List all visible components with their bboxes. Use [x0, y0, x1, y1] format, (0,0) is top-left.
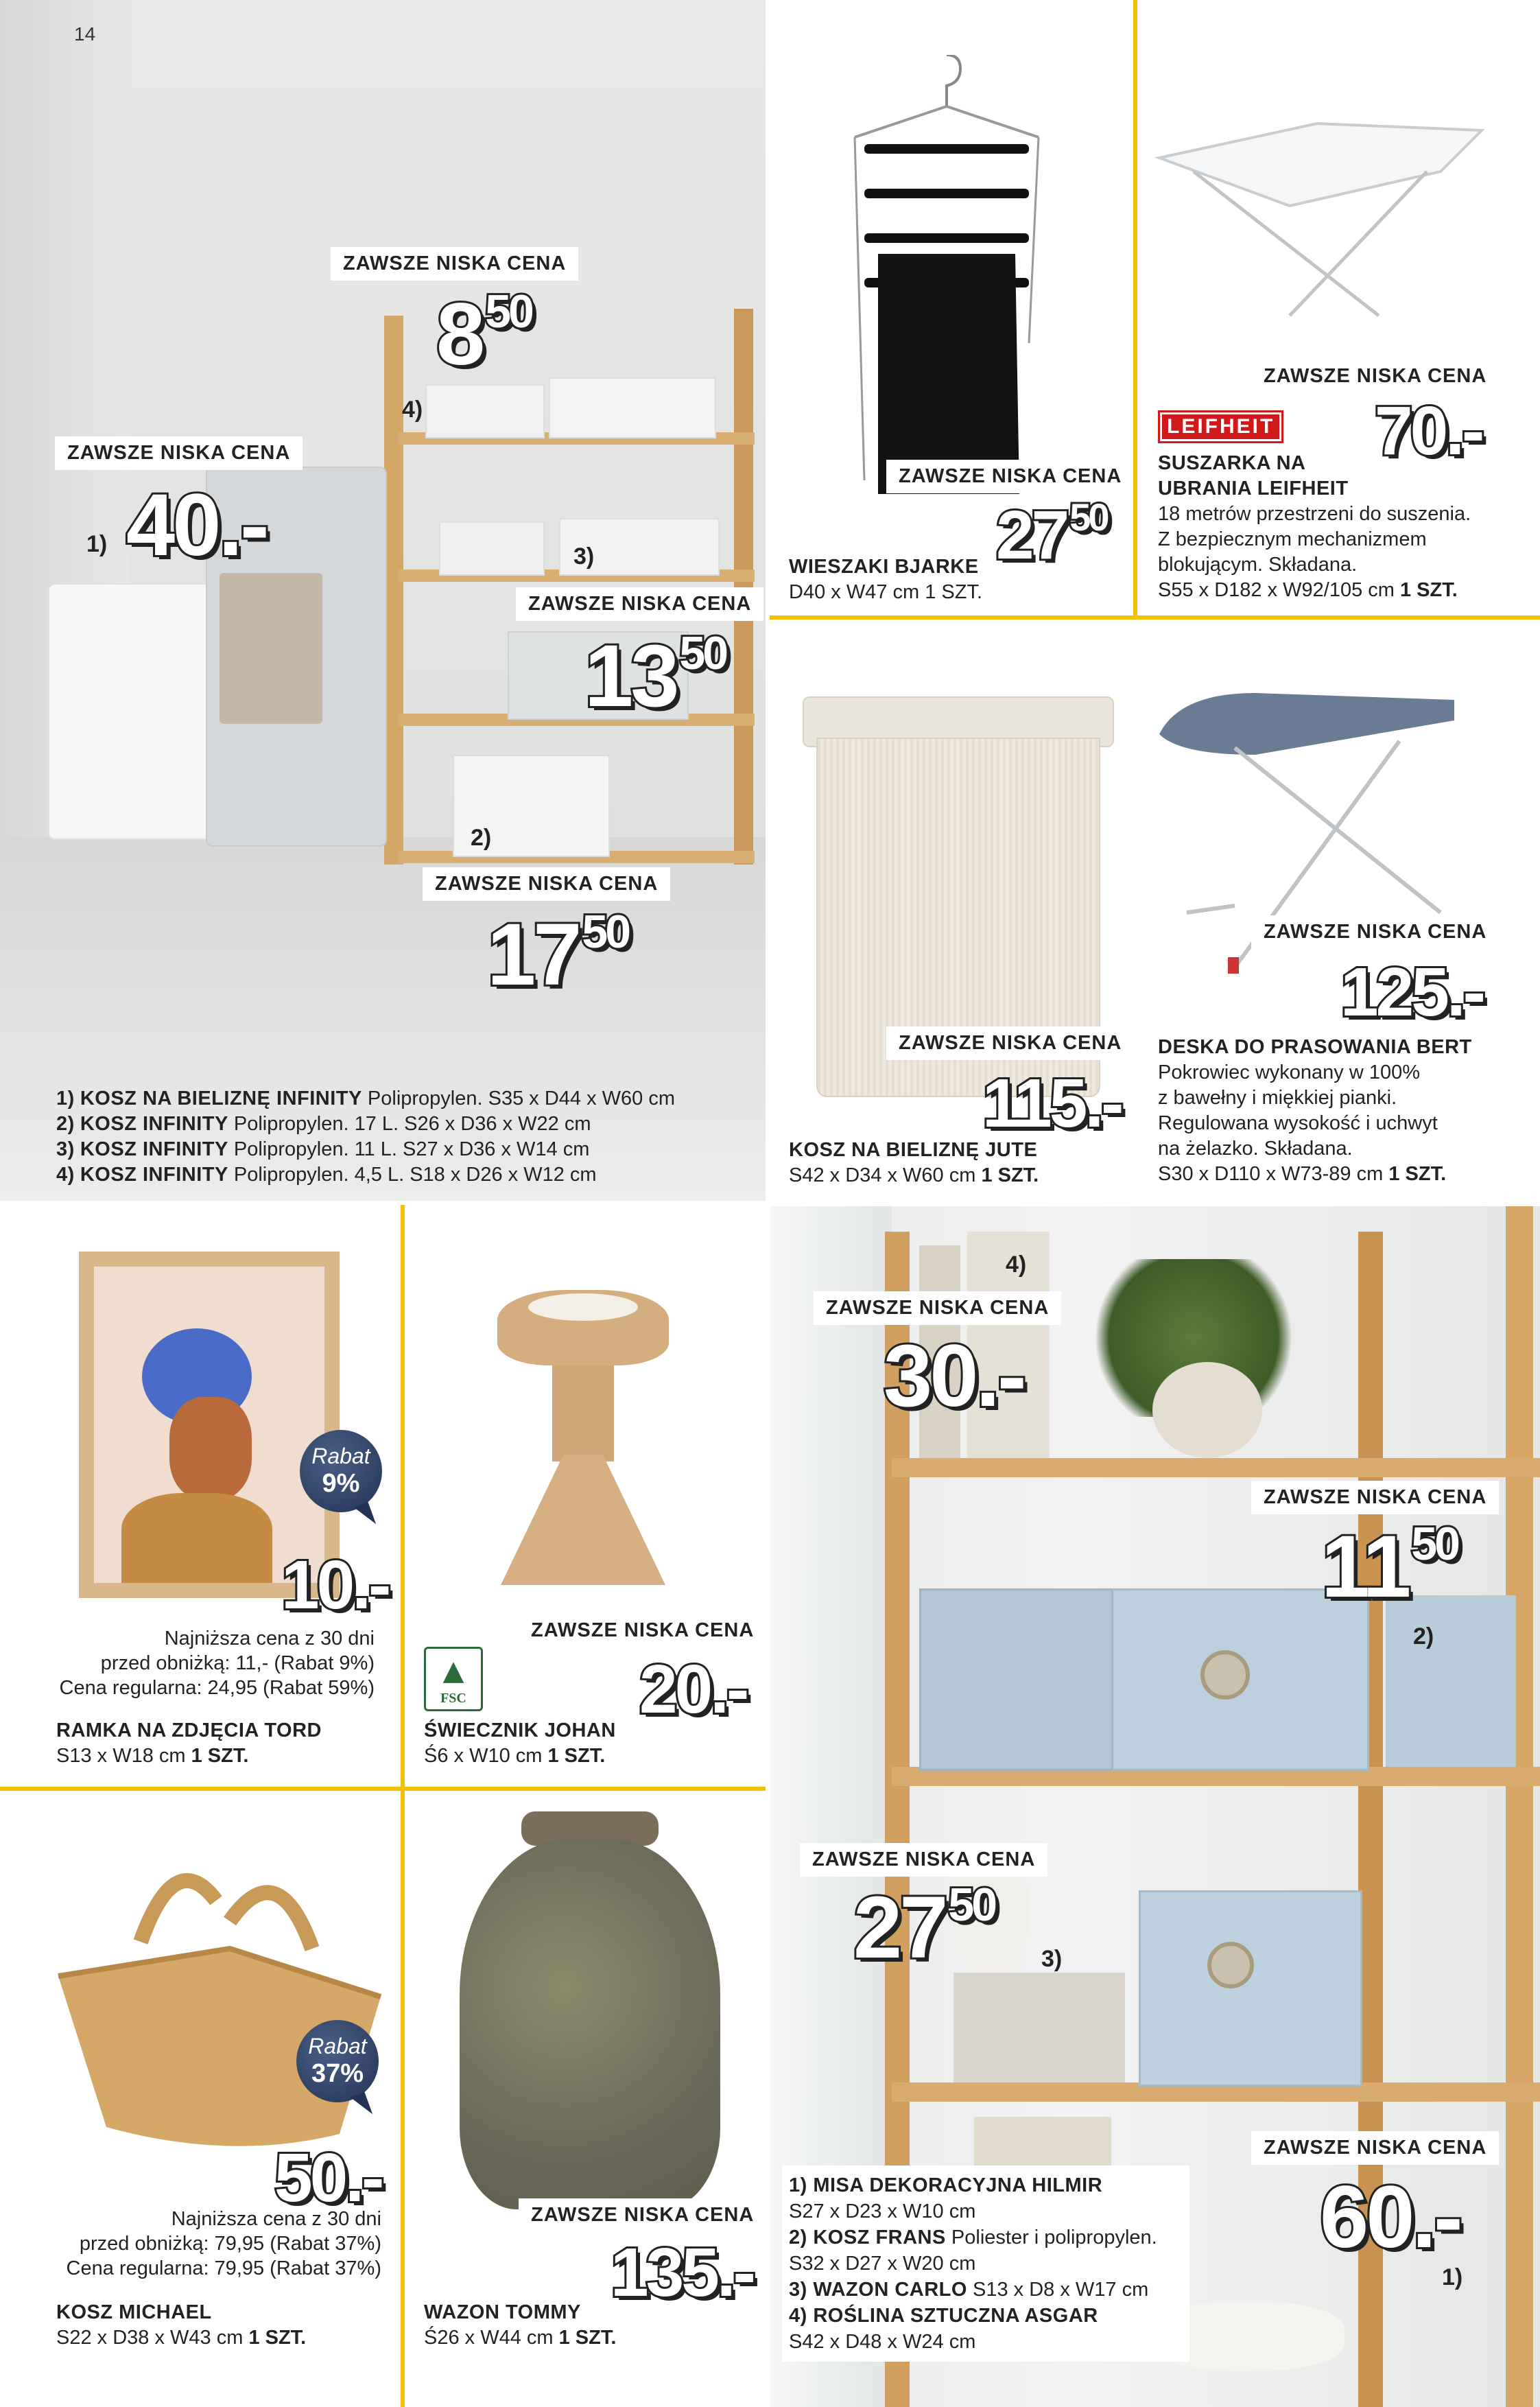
dryer-photo: [1152, 110, 1489, 336]
hangers-photo: [823, 55, 1070, 521]
price-tag-label: ZAWSZE NISKA CENA: [55, 436, 303, 470]
price-tag-label: ZAWSZE NISKA CENA: [886, 1026, 1134, 1060]
candle-holder-photo: [487, 1269, 679, 1592]
laundry-marker-2: 2): [471, 825, 492, 851]
jute-price: 115.-: [982, 1065, 1122, 1142]
price-tag-label: ZAWSZE NISKA CENA: [516, 587, 763, 621]
frame-price: 10.-: [281, 1547, 389, 1623]
divider-horizontal: [768, 615, 1540, 620]
page-number: 14: [74, 23, 96, 45]
divider-white: [766, 0, 770, 2407]
hangers-description: [789, 554, 1063, 605]
laundry-line-4: 4) KOSZ INFINITY Polipropylen. 4,5 L. S18 x D26 x W12 cm: [56, 1164, 597, 1186]
price-tag-label: ZAWSZE NISKA CENA: [1251, 360, 1499, 393]
laundry-line-1: 1) KOSZ NA BIELIZNĘ INFINITY Polipropylen. S35 x D44 x W60 cm: [56, 1088, 675, 1109]
shelf-price-4: 30.-: [884, 1327, 1024, 1425]
laundry-marker-3: 3): [573, 543, 595, 570]
tree-icon: ▲: [442, 1655, 464, 1687]
price-tag-label: ZAWSZE NISKA CENA: [519, 2198, 766, 2232]
price-tag-label: ZAWSZE NISKA CENA: [1251, 2131, 1499, 2165]
basket-price: 50.-: [274, 2139, 382, 2216]
laundry-marker-1: 1): [86, 531, 108, 557]
laundry-price-3: $13^{50}$: [584, 627, 726, 725]
frame-note: Najniższa cena z 30 dni przed obniżką: 11,- (Rabat 9%) Cena regularna: 24,95 (Rabat 59%): [59, 1628, 375, 1699]
basket-note: Najniższa cena z 30 dni przed obniżką: 79,95 (Rabat 37%) Cena regularna: 79,95 (Rabat 37%): [66, 2208, 381, 2279]
basket-photo: [51, 1839, 388, 2161]
price-tag-label: ZAWSZE NISKA CENA: [519, 1614, 766, 1647]
board-description: DESKA DO PRASOWANIA BERT Pokrowiec wykonany w 100% z bawełny i miękkiej pianki. Regulowana wysokość i uchwyt na żelazko. Składana. S30 x D110 x W73-89 cm 1 SZT.: [1158, 1036, 1472, 1185]
laundry-price-1: 40.-: [126, 476, 267, 574]
laundry-marker-4: 4): [402, 397, 423, 423]
jute-description: KOSZ NA BIELIZNĘ JUTE S42 x D34 x W60 cm 1 SZT.: [789, 1139, 1039, 1186]
board-price: 125.-: [1340, 954, 1483, 1031]
laundry-line-2: 2) KOSZ INFINITY Polipropylen. 17 L. S26 x D36 x W22 cm: [56, 1113, 591, 1135]
shelf-marker-1: 1): [1442, 2264, 1463, 2290]
frame-discount-bubble-icon: Rabat 9%: [300, 1430, 382, 1512]
divider-vertical: [401, 1205, 405, 2407]
fsc-logo: ▲ FSC: [424, 1647, 483, 1711]
shelf-marker-3: 3): [1041, 1946, 1063, 1972]
vase-description: WAZON TOMMY Ś26 x W44 cm 1 SZT.: [424, 2301, 617, 2349]
shelf-price-3: $27^{50}$: [853, 1879, 995, 1977]
vase-photo: [453, 1811, 727, 2223]
shelf-marker-2: 2): [1413, 1623, 1434, 1649]
hangers-dims: D40 x W47 cm 1 SZT.: [789, 581, 983, 603]
divider-vertical: [1133, 0, 1137, 618]
vase-price: 135.-: [611, 2234, 753, 2311]
frame-description: RAMKA NA ZDJĘCIA TORD S13 x W18 cm 1 SZT.: [56, 1719, 322, 1767]
dryer-description: SUSZARKA NA UBRANIA LEIFHEIT 18 metrów przestrzeni do suszenia. Z bezpiecznym mechanizmem blokującym. Składana. S55 x D182 x W92/105 cm 1 SZT.: [1158, 452, 1471, 601]
shelf-description: 1) MISA DEKORACYJNA HILMIR S27 x D23 x W10 cm 2) KOSZ FRANS Poliester i polipropylen. S32 x D27 x W20 cm 3) WAZON CARLO S13 x D8 x W17 cm 4) ROŚLINA SZTUCZNA ASGAR S42 x D48 x W24 cm: [782, 2165, 1189, 2362]
hangers-price: $27^{50}$: [996, 495, 1107, 574]
laundry-line-3: 3) KOSZ INFINITY Polipropylen. 11 L. S27 x D36 x W14 cm: [56, 1138, 590, 1160]
price-tag-label: ZAWSZE NISKA CENA: [814, 1291, 1061, 1325]
shelf-price-1: 60.-: [1320, 2168, 1460, 2266]
basket-discount-bubble-icon: Rabat 37%: [296, 2020, 379, 2102]
shelf-marker-4: 4): [1006, 1252, 1027, 1278]
price-tag-label: ZAWSZE NISKA CENA: [800, 1843, 1047, 1877]
candle-price: 20.-: [639, 1651, 747, 1728]
divider-horizontal: [0, 1787, 766, 1791]
shelf-price-2: $11^{50}$: [1321, 1518, 1458, 1616]
leifheit-logo: LEIFHEIT: [1158, 410, 1283, 443]
laundry-price-2: $17^{50}$: [487, 906, 629, 1004]
price-tag-label: ZAWSZE NISKA CENA: [886, 460, 1134, 493]
hangers-title: WIESZAKI BJARKE: [789, 556, 979, 578]
price-tag-label: ZAWSZE NISKA CENA: [1251, 1481, 1499, 1514]
candle-description: ŚWIECZNIK JOHAN Ś6 x W10 cm 1 SZT.: [424, 1719, 616, 1767]
dryer-price: 70.-: [1375, 392, 1482, 469]
divider-white: [0, 1201, 1540, 1206]
price-tag-label: ZAWSZE NISKA CENA: [331, 247, 578, 281]
price-tag-label: ZAWSZE NISKA CENA: [1251, 915, 1499, 949]
basket-description: KOSZ MICHAEL S22 x D38 x W43 cm 1 SZT.: [56, 2301, 307, 2349]
laundry-price-4: $8^{50}$: [436, 285, 532, 384]
laundry-description: [56, 1086, 756, 1188]
price-tag-label: ZAWSZE NISKA CENA: [423, 867, 670, 901]
